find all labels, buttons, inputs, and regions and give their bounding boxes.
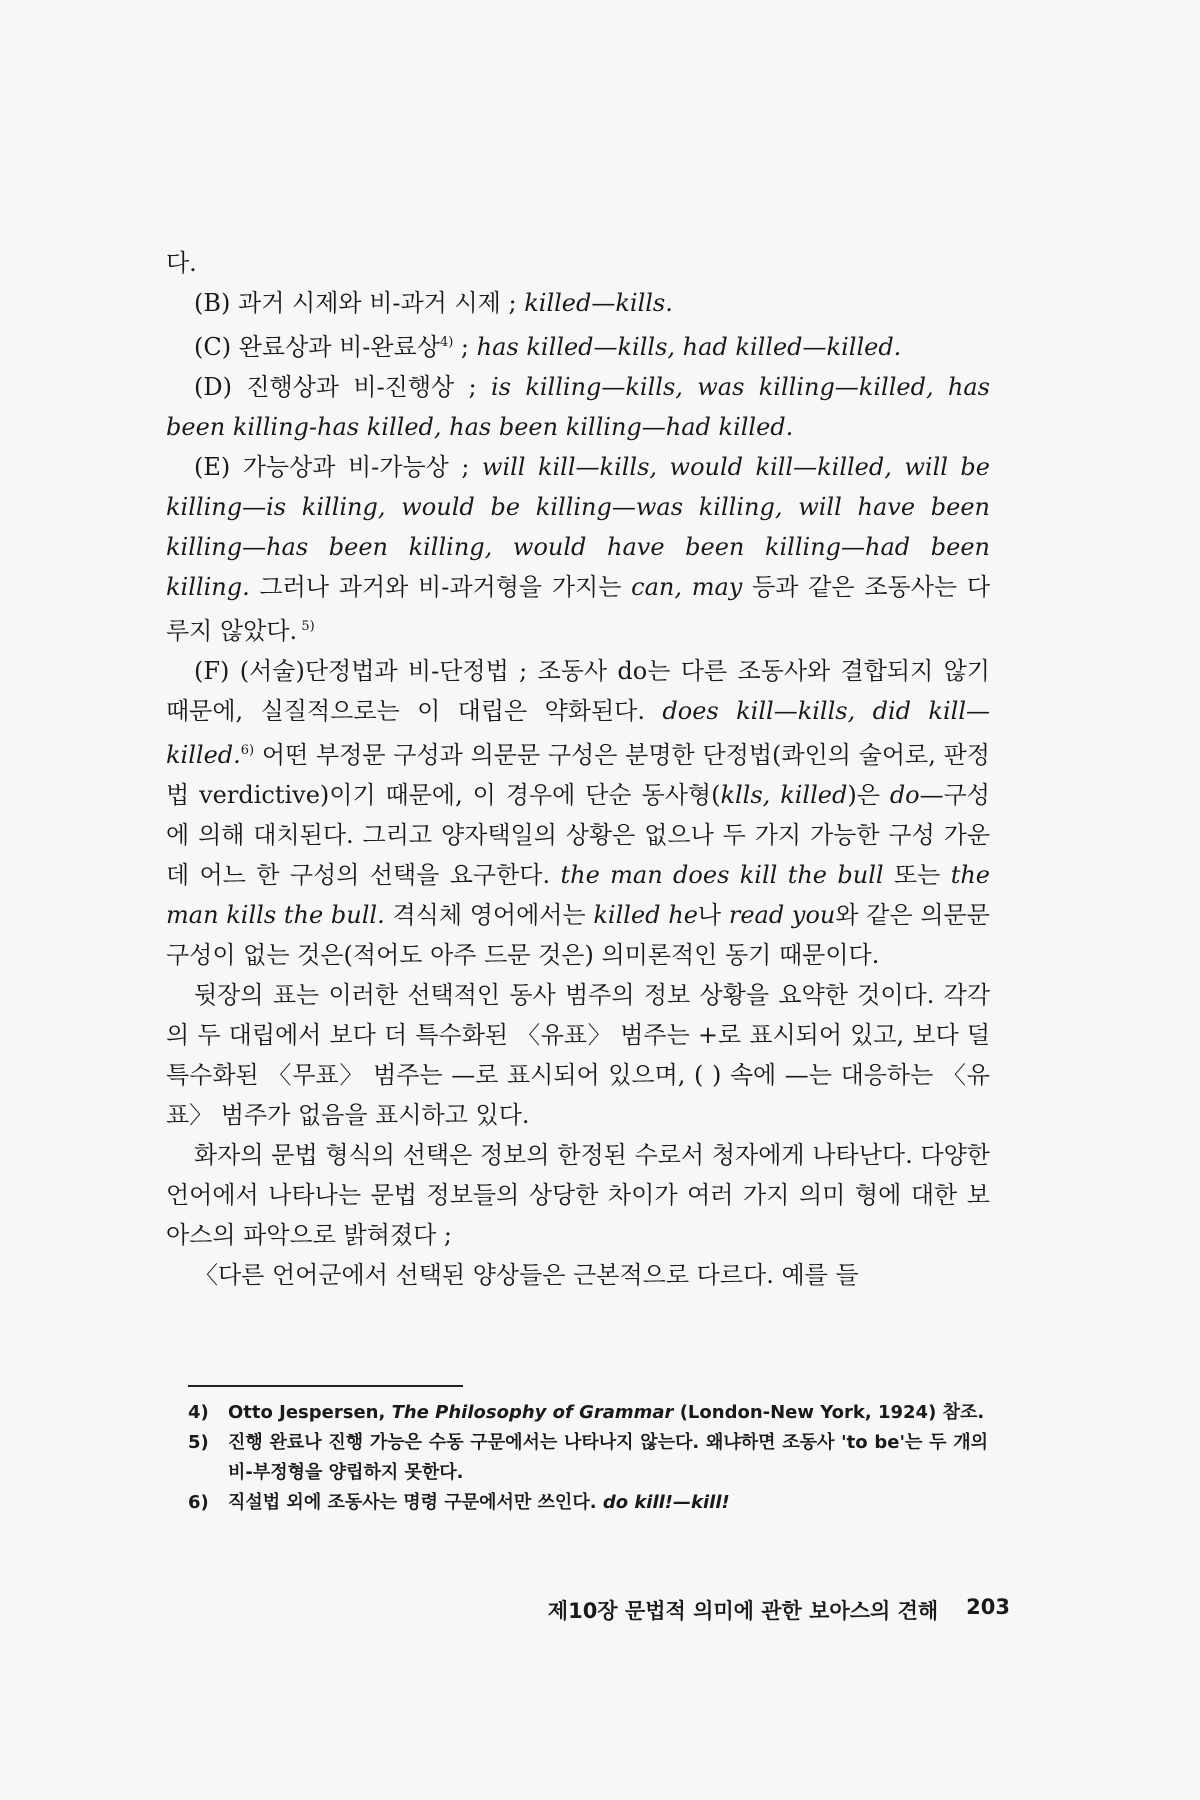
paragraph-f [166, 651, 990, 975]
paragraph-e [166, 447, 990, 651]
paragraph-text: 뒷장의 표는 이러한 선택적인 동사 범주의 정보 상황을 요약한 것이다. 각각의 두 대립에서 보다 더 특수화된 〈유표〉 범주는 +로 표시되어 있고, 보다 덜 특수화된 〈무표〉 범주는 —로 표시되어 있으며, ( ) 속에 —는 대응하는 〈유표〉 범주가 없음을 표시하고 있다. [166, 981, 990, 1129]
korean-text: 가능상과 비-가능상 ; [242, 453, 470, 481]
paragraph-continuation [166, 243, 990, 283]
korean-text: 나 [697, 901, 729, 929]
paragraph-quote-start [166, 1255, 990, 1295]
korean-text: 와 같은 의문문 구성이 없는 것은(적어도 아주 드문 것은) 의미론적인 동기 때문이다. [166, 901, 990, 969]
item-label: (B) [194, 289, 231, 317]
footnotes [188, 1398, 988, 1518]
english-example: do kill!—kill! [602, 1492, 730, 1513]
english-example: is killing—kills, was killing—killed, has been killing-has killed, has been killing—had killed. [166, 373, 990, 441]
english-example: can, may [631, 573, 743, 601]
footnote-text: (London-New York, 1924) 참조. [673, 1402, 985, 1423]
footnote-6 [188, 1488, 988, 1518]
korean-text: ; [453, 333, 470, 361]
korean-text: 그러나 과거와 비-과거형을 가지는 [249, 573, 632, 601]
footnote-number: 6) [188, 1492, 209, 1513]
paragraph-text: 다. [166, 249, 197, 277]
korean-text: 어떤 부정문 구성과 의문문 구성은 분명한 단정법(콰인의 술어로, 판정법 verdictive)이기 때문에, 이 경우에 단순 동사형( [166, 741, 990, 809]
korean-text: —구성에 의해 대치된다. 그리고 양자택일의 상황은 없으나 두 가지 가능한 구성 가운데 어느 한 구성의 선택을 요구한다. [166, 781, 990, 889]
item-label: (C) [194, 333, 232, 361]
item-label: (F) [194, 657, 230, 685]
english-example: klls, killed [720, 781, 848, 809]
footnote-number: 5) [188, 1432, 209, 1453]
paragraph-c [166, 323, 990, 367]
english-example: will kill—kills, would kill—killed, will be killing—is killing, would be killing—was killing, will have been killing—has been killing, would have been killing—had been killing. [166, 453, 990, 601]
footnote-text: 진행 완료나 진행 가능은 수동 구문에서는 나타나지 않는다. 왜냐하면 조동사 'to be'는 두 개의 비-부정형을 양립하지 못한다. [228, 1432, 988, 1483]
english-example: the man kills the bull. [166, 861, 990, 929]
footnote-text: 직설법 외에 조동사는 명령 구문에서만 쓰인다. [228, 1492, 603, 1513]
korean-text: 격식체 영어에서는 [384, 901, 594, 929]
english-example: killed—kills. [524, 289, 673, 317]
english-example: do [889, 781, 920, 809]
korean-text: 또는 [883, 861, 951, 889]
english-example: has killed—kills, had killed—killed. [476, 333, 902, 361]
english-example: killed he [593, 901, 698, 929]
footnote-ref: 4) [439, 335, 454, 350]
chapter-title: 제10장 문법적 의미에 관한 보아스의 견해 [547, 1599, 939, 1623]
english-example: the man does kill the bull [560, 861, 884, 889]
running-footer [450, 1595, 1010, 1625]
english-example: read you [728, 901, 836, 929]
footnote-ref: 6) [240, 743, 255, 758]
korean-text: 등과 같은 조동사는 다루지 않았다. [166, 573, 991, 645]
paragraph-text: 화자의 문법 형식의 선택은 정보의 한정된 수로서 청자에게 나타난다. 다양한 언어에서 나타나는 문법 정보들의 상당한 차이가 여러 가지 의미 형에 대한 보아스의 파악으로 밝혀졌다 ; [166, 1141, 990, 1249]
korean-text: 완료상과 비-완료상 [238, 333, 440, 361]
korean-text: (서술)단정법과 비-단정법 ; 조동사 do는 다른 조동사와 결합되지 않기 때문에, 실질적으로는 이 대립은 약화된다. [166, 657, 990, 725]
korean-text: 진행상과 비-진행상 ; [246, 373, 477, 401]
korean-text: 과거 시제와 비-과거 시제 ; [238, 289, 517, 317]
footnote-number: 4) [188, 1402, 209, 1423]
korean-text: )은 [847, 781, 890, 809]
footnote-body [228, 1488, 988, 1518]
paragraph-d [166, 367, 990, 447]
book-title: The Philosophy of Grammar [391, 1402, 674, 1423]
item-label: (D) [194, 373, 232, 401]
page-number: 203 [966, 1595, 1010, 1619]
english-example: does kill—kills, did kill—killed. [166, 697, 990, 769]
paragraph-text: 〈다른 언어군에서 선택된 양상들은 근본적으로 다르다. 예를 들 [194, 1261, 859, 1289]
footnote-4 [188, 1398, 988, 1428]
footnote-divider [188, 1385, 463, 1387]
footnote-ref: 5) [297, 619, 315, 634]
footnote-5 [188, 1428, 988, 1488]
paragraph-speaker-choice [166, 1135, 990, 1255]
main-text [166, 243, 990, 1295]
footnote-text: Otto Jespersen, [228, 1402, 392, 1423]
paragraph-table-summary [166, 975, 990, 1135]
paragraph-b [166, 283, 990, 323]
footnote-body [228, 1398, 988, 1428]
footnote-body [228, 1428, 988, 1488]
item-label: (E) [194, 453, 231, 481]
